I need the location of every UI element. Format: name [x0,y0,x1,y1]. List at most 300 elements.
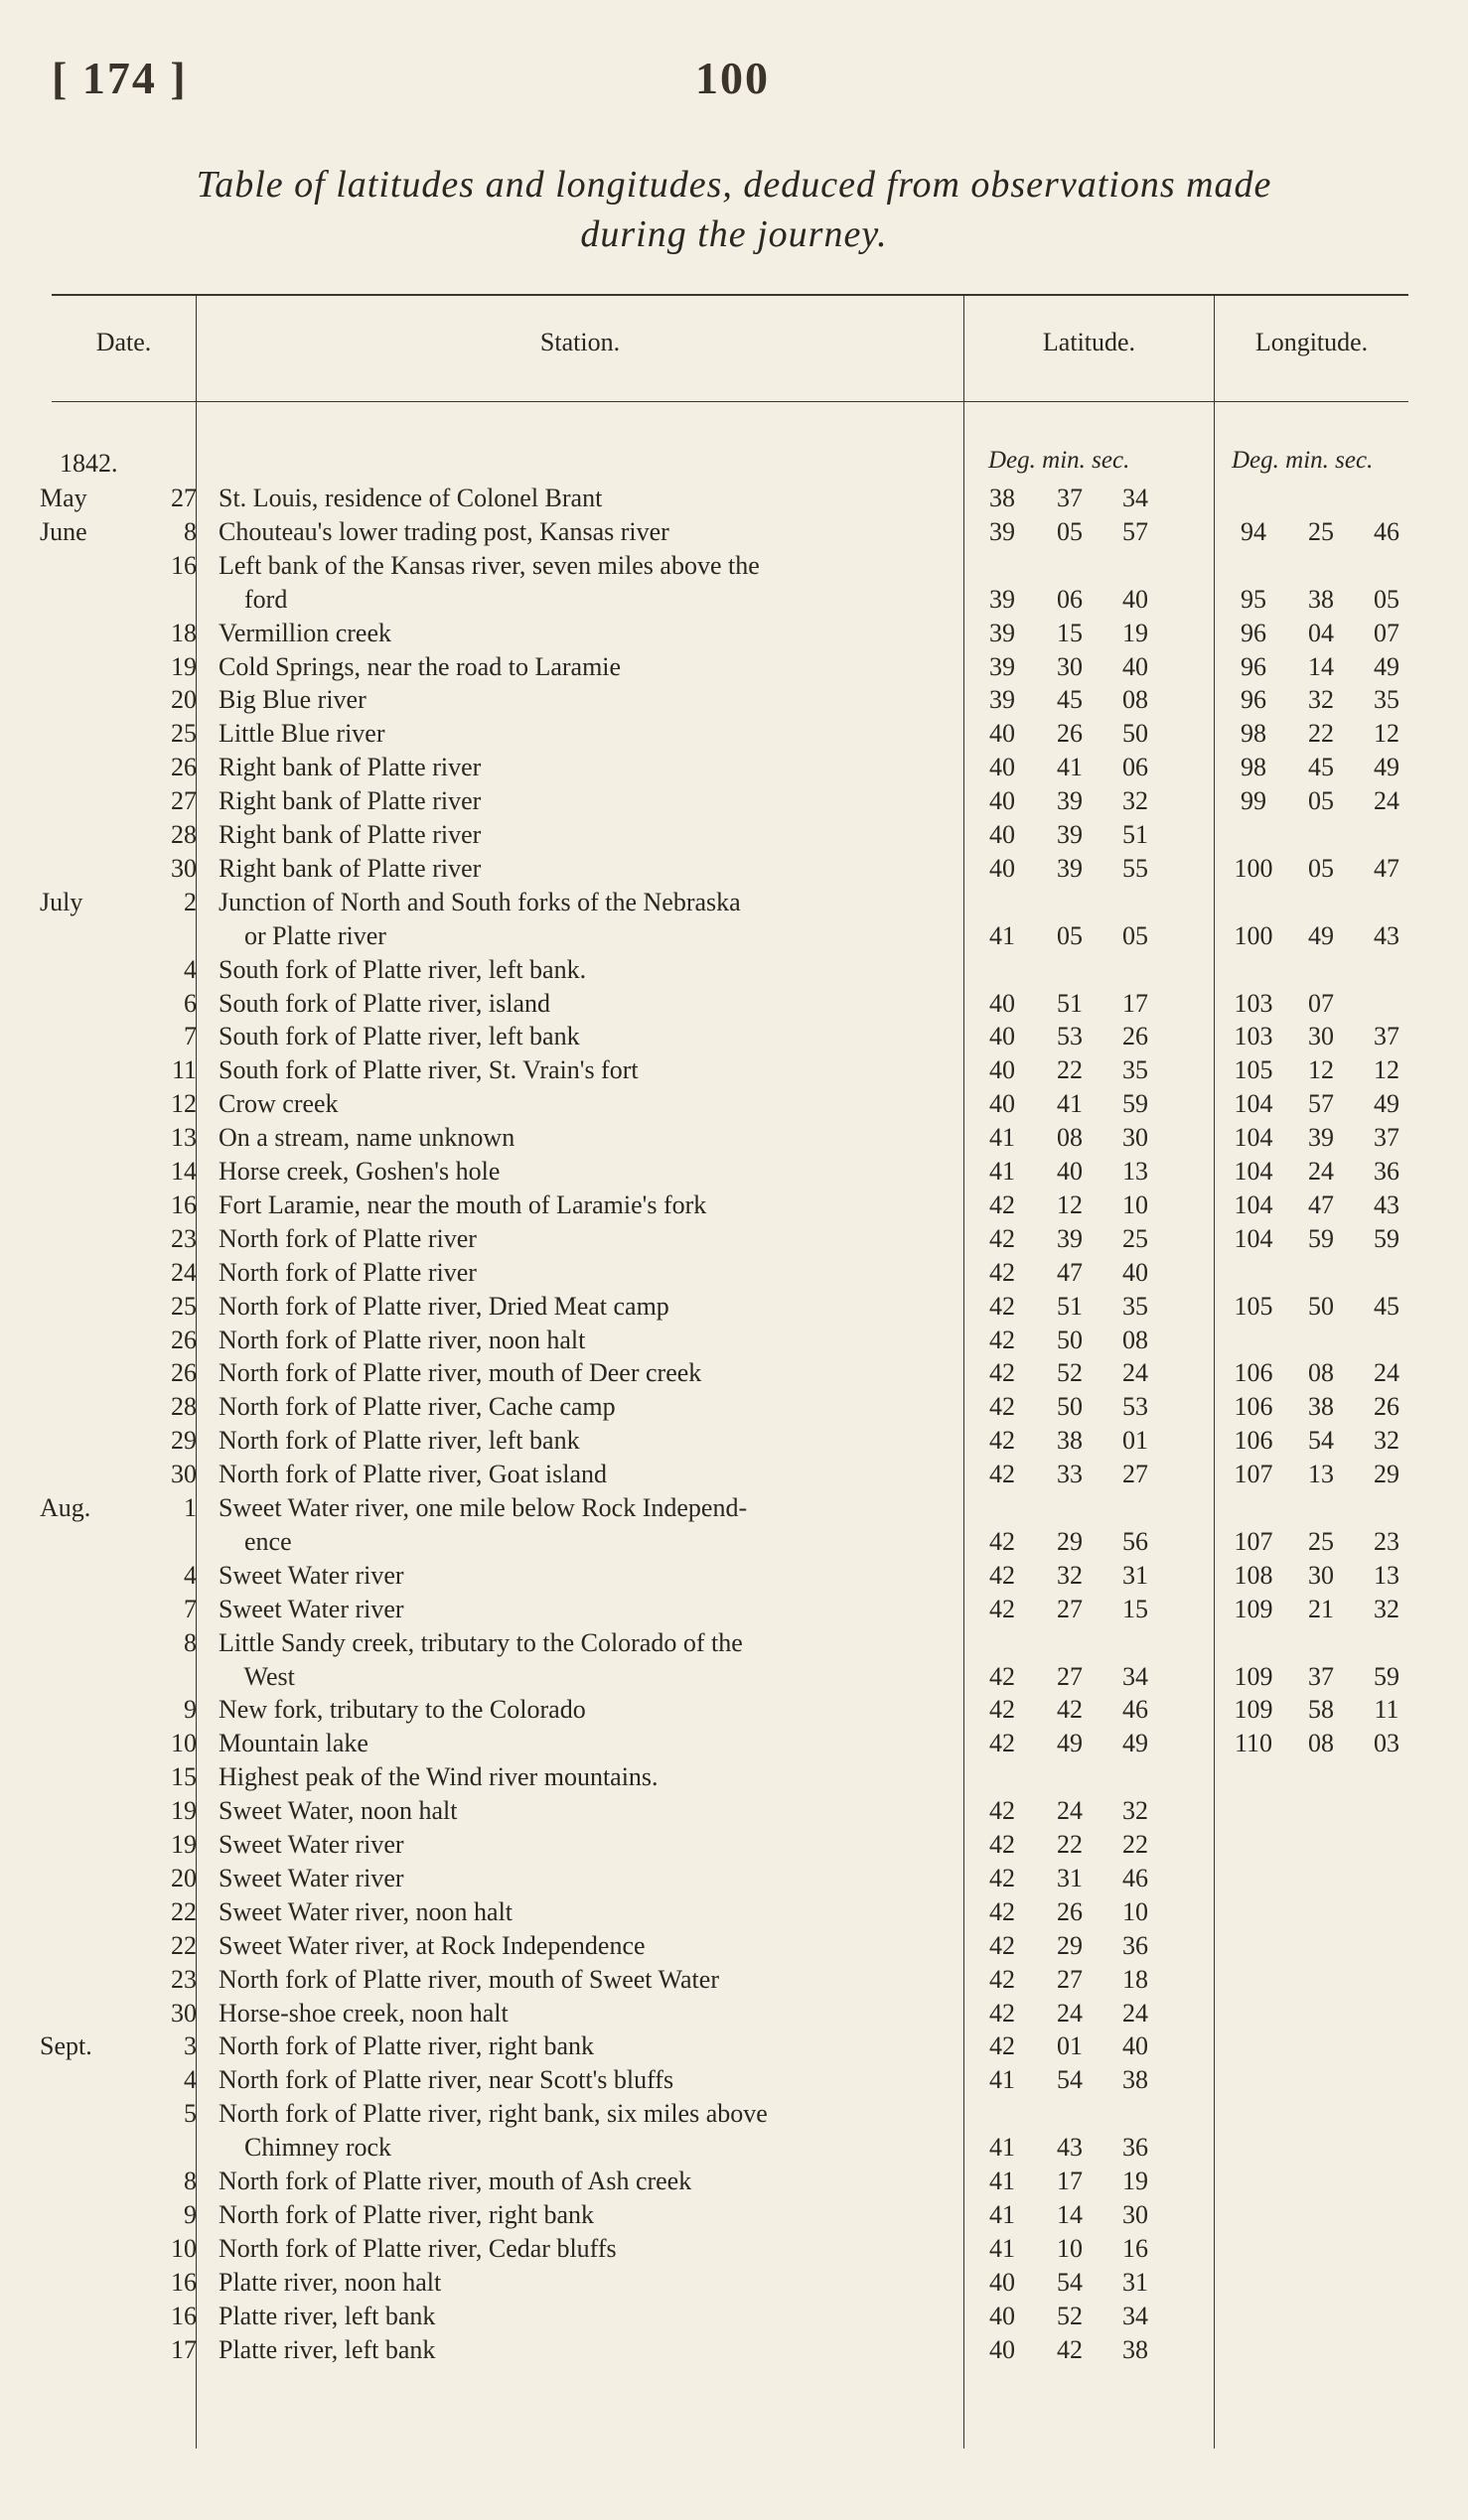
seconds-value: 01 [1122,1426,1148,1456]
degrees-value: 41 [989,1123,1015,1153]
table-row [0,718,1468,750]
minutes-value: 51 [1057,1291,1083,1321]
seconds-value: 13 [1122,1157,1148,1186]
degrees-value: 96 [1241,618,1266,647]
seconds-value: 06 [1122,753,1148,782]
seconds-value: 36 [1122,2133,1148,2163]
table-row [0,2334,1468,2366]
row-day: 26 [171,753,197,782]
row-station: Sweet Water river [219,1560,404,1590]
seconds-value: 47 [1374,853,1399,883]
table-row [0,1122,1468,1154]
minutes-value: 05 [1308,853,1334,883]
seconds-value: 56 [1122,1526,1148,1556]
degrees-value: 39 [989,651,1015,681]
degrees-value: 40 [989,820,1015,849]
row-day: 4 [184,1560,197,1590]
minutes-value: 30 [1308,1022,1334,1051]
row-station: North fork of Platte river, mouth of Ash creek [219,2167,692,2195]
row-day: 7 [184,1594,197,1623]
degrees-value: 41 [989,2199,1015,2229]
minutes-value: 38 [1057,1426,1083,1456]
degrees-value: 41 [989,2233,1015,2263]
minutes-value: 25 [1308,516,1334,546]
row-day: 11 [171,1055,197,1085]
degrees-value: 42 [989,1325,1015,1354]
table-row [0,1021,1468,1052]
degrees-value: 105 [1234,1291,1273,1321]
row-station: On a stream, name unknown [219,1123,515,1153]
seconds-value: 49 [1374,753,1399,782]
row-day: 8 [184,2167,197,2195]
row-station: North fork of Platte river [219,1223,477,1253]
minutes-value: 50 [1057,1392,1083,1422]
minutes-value: 24 [1308,1157,1334,1186]
minutes-value: 14 [1057,2199,1083,2229]
degrees-value: 42 [989,1796,1015,1826]
table-row [0,1054,1468,1086]
seconds-value: 50 [1122,719,1148,749]
degrees-value: 42 [989,1358,1015,1388]
minutes-value: 39 [1057,820,1083,849]
table-row [0,1325,1468,1356]
seconds-value: 37 [1374,1123,1399,1153]
seconds-value: 11 [1374,1695,1399,1725]
seconds-value: 26 [1374,1392,1399,1422]
table-row [0,1156,1468,1188]
row-day: 4 [184,2065,197,2095]
seconds-value: 03 [1374,1729,1399,1758]
minutes-value: 14 [1308,651,1334,681]
seconds-value: 40 [1122,651,1148,681]
minutes-value: 52 [1057,1358,1083,1388]
degrees-value: 42 [989,1863,1015,1892]
degrees-value: 42 [989,1964,1015,1994]
degrees-value: 41 [989,1157,1015,1186]
row-day: 29 [171,1426,197,1456]
minutes-value: 53 [1057,1022,1083,1051]
row-day: 16 [171,550,197,580]
degrees-value: 42 [989,1594,1015,1623]
table-row [0,550,1468,582]
row-day: 14 [171,1157,197,1186]
degrees-value: 42 [989,1291,1015,1321]
row-station: South fork of Platte river, left bank. [219,954,587,984]
degrees-value: 40 [989,853,1015,883]
minutes-value: 13 [1308,1460,1334,1489]
degrees-value: 40 [989,786,1015,816]
row-station: Platte river, left bank [219,2334,436,2364]
row-day: 2 [184,887,197,916]
seconds-value: 38 [1122,2334,1148,2364]
row-day: 23 [171,1223,197,1253]
minutes-value: 24 [1057,1998,1083,2028]
degrees-value: 42 [989,2031,1015,2061]
row-day: 26 [171,1325,197,1354]
seconds-value: 35 [1374,685,1399,715]
seconds-value: 24 [1374,1358,1399,1388]
row-station: Platte river, noon halt [219,2267,442,2297]
seconds-value: 25 [1122,1223,1148,1253]
bracket-page-ref: [ 174 ] [52,53,188,103]
table-row [0,516,1468,548]
minutes-value: 50 [1057,1325,1083,1354]
minutes-value: 25 [1308,1526,1334,1556]
row-day: 7 [184,1022,197,1051]
row-day: 16 [171,2267,197,2297]
header-bottom-rule [52,401,1408,402]
row-station: North fork of Platte river, Cache camp [219,1392,616,1422]
header-longitude: Longitude. [1254,328,1369,356]
minutes-value: 37 [1057,484,1083,512]
table-row [0,2301,1468,2332]
seconds-value: 35 [1122,1055,1148,1085]
table-row [0,1459,1468,1490]
row-month: Sept. [40,2031,92,2061]
table-row [0,1594,1468,1625]
degrees-value: 41 [989,2065,1015,2095]
seconds-value: 16 [1122,2233,1148,2263]
degrees-value: 108 [1234,1560,1273,1590]
degrees-value: 39 [989,584,1015,614]
minutes-value: 43 [1057,2133,1083,2163]
minutes-value: 47 [1308,1190,1334,1219]
table-row [0,1863,1468,1894]
row-day: 16 [171,1190,197,1219]
row-day: 30 [171,853,197,883]
minutes-value: 50 [1308,1291,1334,1321]
degrees-value: 39 [989,516,1015,546]
degrees-value: 40 [989,2301,1015,2330]
minutes-value: 05 [1057,920,1083,950]
row-station: North fork of Platte river, near Scott's bluffs [219,2065,674,2095]
seconds-value: 34 [1122,2301,1148,2330]
row-day: 28 [171,820,197,849]
minutes-value: 04 [1308,618,1334,647]
minutes-value: 47 [1057,1257,1083,1287]
degrees-value: 98 [1241,753,1266,782]
degrees-value: 107 [1234,1460,1273,1489]
degrees-value: 106 [1234,1392,1273,1422]
minutes-value: 30 [1057,651,1083,681]
row-station: North fork of Platte river, noon halt [219,1325,586,1354]
seconds-value: 49 [1374,1089,1399,1119]
seconds-value: 46 [1122,1863,1148,1892]
row-station: Right bank of Platte river [219,753,482,782]
table-row [0,2098,1468,2130]
degrees-value: 103 [1234,1022,1273,1051]
row-day: 6 [184,988,197,1018]
seconds-value: 40 [1122,1257,1148,1287]
row-station: New fork, tributary to the Colorado [219,1695,586,1725]
minutes-value: 32 [1308,685,1334,715]
row-station: Sweet Water river, noon halt [219,1896,514,1926]
seconds-value: 59 [1374,1661,1399,1691]
degrees-value: 42 [989,1223,1015,1253]
seconds-value: 29 [1374,1460,1399,1489]
minutes-value: 29 [1057,1526,1083,1556]
degrees-value: 104 [1234,1190,1273,1219]
minutes-value: 22 [1057,1055,1083,1085]
degrees-value: 100 [1234,920,1273,950]
degrees-value: 39 [989,685,1015,715]
table-row [0,2199,1468,2231]
row-station: South fork of Platte river, island [219,988,551,1018]
seconds-value: 19 [1122,2167,1148,2195]
table-row [0,1492,1468,1524]
table-row [0,2233,1468,2265]
degrees-value: 42 [989,1257,1015,1287]
minutes-value: 37 [1308,1661,1334,1691]
minutes-value: 42 [1057,1695,1083,1725]
row-day: 27 [171,786,197,816]
table-row [0,1357,1468,1389]
minutes-value: 41 [1057,1089,1083,1119]
row-station: Highest peak of the Wind river mountains. [219,1762,659,1792]
row-day: 15 [171,1762,197,1792]
row-station: North fork of Platte river, mouth of Sweet Water [219,1964,719,1994]
row-station: Left bank of the Kansas river, seven miles above the [219,550,760,580]
row-month: June [40,516,87,546]
row-day: 27 [171,484,197,512]
seconds-value: 59 [1374,1223,1399,1253]
row-station: Platte river, left bank [219,2301,436,2330]
table-row [0,584,1468,616]
degrees-value: 100 [1234,853,1273,883]
minutes-value: 15 [1057,618,1083,647]
degrees-value: 40 [989,1055,1015,1085]
degrees-value: 110 [1234,1729,1273,1758]
longitude-units: Deg. min. sec. [1232,447,1374,474]
seconds-value: 24 [1374,786,1399,816]
degrees-value: 96 [1241,651,1266,681]
row-day: 20 [171,685,197,715]
row-station: Chouteau's lower trading post, Kansas river [219,516,669,546]
degrees-value: 99 [1241,786,1266,816]
row-day: 3 [184,2031,197,2061]
row-day: 13 [171,1123,197,1153]
table-row [0,1627,1468,1659]
minutes-value: 38 [1308,1392,1334,1422]
table-row [0,1391,1468,1423]
row-station: or Platte river [219,920,386,950]
seconds-value: 32 [1122,786,1148,816]
row-station: Cold Springs, near the road to Laramie [219,651,622,681]
table-row [0,684,1468,716]
row-station: Right bank of Platte river [219,820,482,849]
degrees-value: 41 [989,920,1015,950]
row-day: 8 [184,516,197,546]
degrees-value: 104 [1234,1089,1273,1119]
row-day: 22 [171,1896,197,1926]
minutes-value: 52 [1057,2301,1083,2330]
page-number: 100 [695,53,770,103]
row-station: Sweet Water river, at Rock Independence [219,1930,646,1960]
row-day: 1 [184,1493,197,1522]
seconds-value: 07 [1374,618,1399,647]
row-day: 17 [171,2334,197,2364]
row-day: 9 [184,1695,197,1725]
minutes-value: 39 [1057,1223,1083,1253]
minutes-value: 26 [1057,1896,1083,1926]
minutes-value: 08 [1308,1729,1334,1758]
row-station: Sweet Water river [219,1594,404,1623]
degrees-value: 41 [989,2167,1015,2195]
table-row [0,651,1468,683]
table-row [0,1964,1468,1996]
seconds-value: 23 [1374,1526,1399,1556]
row-day: 23 [171,1964,197,1994]
seconds-value: 22 [1122,1830,1148,1859]
row-station: Mountain lake [219,1729,368,1758]
table-title-line-2: during the journey. [580,213,888,255]
degrees-value: 42 [989,1460,1015,1489]
table-row [0,954,1468,986]
row-day: 5 [184,2099,197,2129]
row-station: Little Sandy creek, tributary to the Colorado of the [219,1627,743,1657]
row-month: Aug. [40,1493,91,1522]
minutes-value: 26 [1057,719,1083,749]
row-day: 25 [171,1291,197,1321]
degrees-value: 42 [989,1930,1015,1960]
table-row [0,819,1468,851]
seconds-value: 24 [1122,1358,1148,1388]
seconds-value: 40 [1122,2031,1148,2061]
table-row [0,1425,1468,1457]
header-latitude: Latitude. [1042,328,1136,356]
table-row [0,988,1468,1020]
minutes-value: 31 [1057,1863,1083,1892]
minutes-value: 06 [1057,584,1083,614]
minutes-value: 12 [1057,1190,1083,1219]
row-station: North fork of Platte river, Cedar bluffs [219,2233,617,2263]
row-day: 12 [171,1089,197,1119]
table-row [0,1257,1468,1289]
row-day: 19 [171,651,197,681]
degrees-value: 109 [1234,1594,1273,1623]
row-day: 16 [171,2301,197,2330]
degrees-value: 40 [989,2267,1015,2297]
minutes-value: 38 [1308,584,1334,614]
minutes-value: 22 [1057,1830,1083,1859]
minutes-value: 08 [1308,1358,1334,1388]
row-day: 18 [171,618,197,647]
minutes-value: 54 [1057,2065,1083,2095]
degrees-value: 41 [989,2133,1015,2163]
seconds-value: 38 [1122,2065,1148,2095]
table-top-rule [52,294,1408,296]
minutes-value: 45 [1057,685,1083,715]
table-row [0,1661,1468,1693]
row-station: Chimney rock [219,2133,392,2163]
table-row [0,1088,1468,1120]
seconds-value: 31 [1122,2267,1148,2297]
minutes-value: 05 [1308,786,1334,816]
seconds-value: 10 [1122,1190,1148,1219]
minutes-value: 27 [1057,1594,1083,1623]
degrees-value: 39 [989,618,1015,647]
row-station: North fork of Platte river, mouth of Deer creek [219,1358,702,1388]
seconds-value: 36 [1374,1157,1399,1186]
row-station: Sweet Water river [219,1863,404,1892]
degrees-value: 42 [989,1392,1015,1422]
seconds-value: 10 [1122,1896,1148,1926]
row-day: 30 [171,1460,197,1489]
row-station: North fork of Platte river, left bank [219,1426,580,1456]
minutes-value: 33 [1057,1460,1083,1489]
table-row [0,752,1468,783]
row-station: North fork of Platte river, Goat island [219,1460,608,1489]
row-station: North fork of Platte river, right bank [219,2031,595,2061]
row-station: South fork of Platte river, St. Vrain's fort [219,1055,639,1085]
degrees-value: 106 [1234,1426,1273,1456]
degrees-value: 107 [1234,1526,1273,1556]
row-station: North fork of Platte river, right bank [219,2199,595,2229]
row-station: Right bank of Platte river [219,853,482,883]
table-row [0,1761,1468,1793]
row-day: 24 [171,1257,197,1287]
row-station: Junction of North and South forks of the Nebraska [219,887,741,916]
seconds-value: 08 [1122,1325,1148,1354]
seconds-value: 45 [1374,1291,1399,1321]
row-station: ence [219,1526,292,1556]
seconds-value: 05 [1374,584,1399,614]
seconds-value: 43 [1374,1190,1399,1219]
row-station: Horse creek, Goshen's hole [219,1157,501,1186]
row-day: 19 [171,1796,197,1826]
degrees-value: 42 [989,1896,1015,1926]
degrees-value: 40 [989,719,1015,749]
minutes-value: 45 [1308,753,1334,782]
minutes-value: 32 [1057,1560,1083,1590]
seconds-value: 13 [1374,1560,1399,1590]
degrees-value: 42 [989,1830,1015,1859]
minutes-value: 39 [1057,853,1083,883]
minutes-value: 42 [1057,2334,1083,2364]
table-row [0,1998,1468,2030]
table-row [0,618,1468,649]
table-row [0,1930,1468,1962]
row-day: 20 [171,1863,197,1892]
row-station: North fork of Platte river, right bank, six miles above [219,2099,768,2129]
minutes-value: 54 [1308,1426,1334,1456]
seconds-value: 46 [1374,516,1399,546]
row-month: May [40,484,87,512]
table-title-line-1: Table of latitudes and longitudes, deduced from observations made [196,164,1272,206]
degrees-value: 42 [989,1729,1015,1758]
year-label: 1842. [60,449,118,478]
row-station: Vermillion creek [219,618,391,647]
minutes-value: 41 [1057,753,1083,782]
minutes-value: 05 [1057,516,1083,546]
seconds-value: 37 [1374,1022,1399,1051]
degrees-value: 104 [1234,1123,1273,1153]
row-day: 22 [171,1930,197,1960]
minutes-value: 57 [1308,1089,1334,1119]
table-row [0,2132,1468,2164]
seconds-value: 57 [1122,516,1148,546]
minutes-value: 49 [1308,920,1334,950]
row-day: 25 [171,719,197,749]
seconds-value: 35 [1122,1291,1148,1321]
minutes-value: 39 [1308,1123,1334,1153]
minutes-value: 27 [1057,1661,1083,1691]
seconds-value: 27 [1122,1460,1148,1489]
degrees-value: 103 [1234,988,1273,1018]
row-station: Big Blue river [219,685,367,715]
table-row [0,1291,1468,1323]
degrees-value: 40 [989,2334,1015,2364]
